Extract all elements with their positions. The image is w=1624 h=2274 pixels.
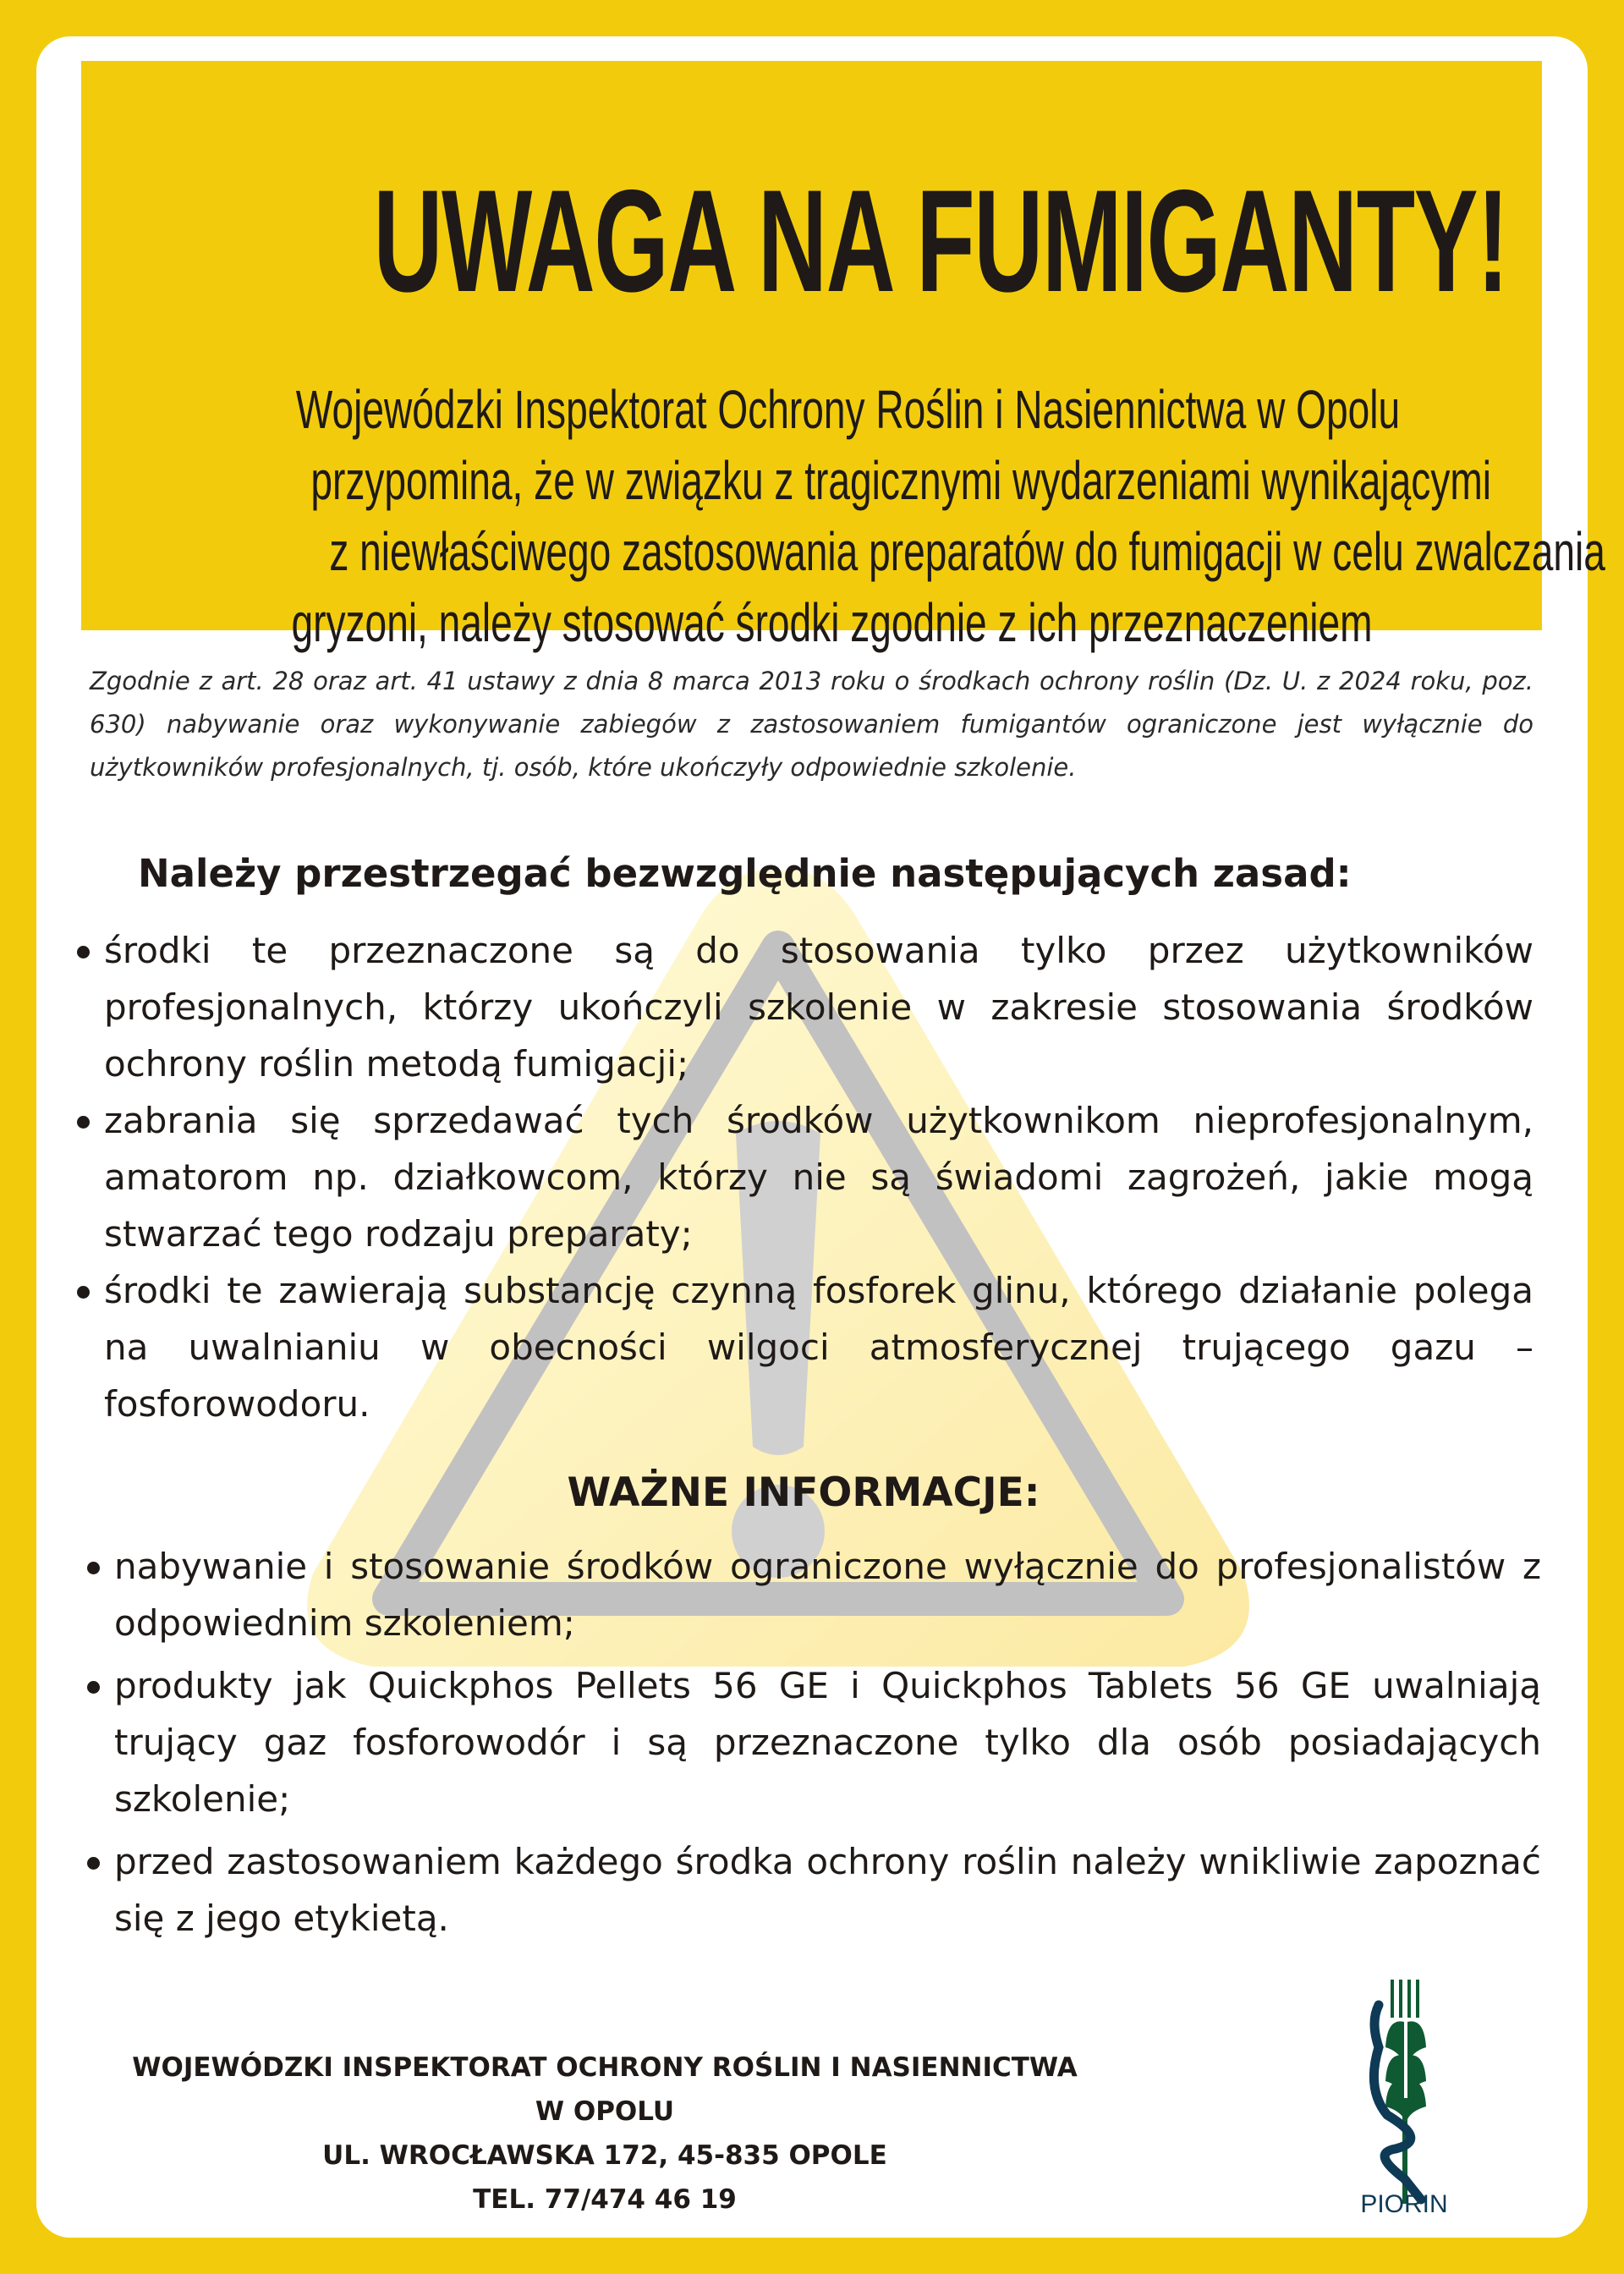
bullet-icon [87,1681,100,1694]
subtitle-line: przypomina, że w związku z tragicznymi wydarzeniami wynikającymi [310,450,1491,511]
bullet-icon [77,1286,90,1299]
subtitle-line: gryzoni, należy stosować środki zgodnie z ich przeznaczeniem [291,592,1373,653]
important-heading [0,1468,1624,1519]
header-banner [81,61,1605,653]
subtitle-line: z niewłaściwego zastosowania preparatów do fumigacji w celu zwalczania [329,521,1605,582]
logo-text: PIORIN [1360,2190,1448,2216]
piorin-logo [1336,1971,1472,2216]
bullet-icon [77,946,90,958]
list-item [114,1833,1541,1947]
list-item-text: produkty jak Quickphos Pellets 56 GE i Quickphos Tablets 56 GE uwalniają trujący gaz fosforowodór i są przeznaczone tylko dla osób posiadających szkolenie; [114,1665,1541,1820]
bullet-icon [87,1857,100,1870]
bullet-icon [77,1116,90,1129]
list-item-text: przed zastosowaniem każdego środka ochrony roślin należy wnikliwie zapoznać się z jego etykietą. [114,1841,1541,1939]
list-item [104,1262,1533,1432]
footer-name: WOJEWÓDZKI INSPEKTORAT OCHRONY ROŚLIN I NASIENNICTWA W OPOLU [132,2052,1078,2127]
important-list [114,1538,1541,1953]
rules-heading: Należy przestrzegać bezwzględnie następujących zasad: [138,851,1352,896]
list-item-text: środki te zawierają substancję czynną fosforek glinu, którego działanie polega na uwalnianiu w obecności wilgoci atmosferycznej trującego gazu – fosforowodoru. [104,1270,1533,1425]
title-text: UWAGA NA FUMIGANTY! [373,160,1508,322]
list-item [104,1092,1533,1262]
important-heading-text: WAŻNE INFORMACJE: [567,1469,1040,1516]
footer-address: UL. WROCŁAWSKA 172, 45-835 OPOLE [322,2140,887,2171]
rules-list [104,922,1533,1432]
subtitle-line: Wojewódzki Inspektorat Ochrony Roślin i Nasiennictwa w Opolu [295,379,1401,440]
list-item-text: nabywanie i stosowanie środków ograniczone wyłącznie do profesjonalistów z odpowiednim szkoleniem; [114,1546,1541,1644]
subtitle [81,374,1605,658]
footer-contact [114,2046,1095,2222]
list-item-text: środki te przeznaczone są do stosowania tylko przez użytkowników profesjonalnych, którzy ukończyli szkolenie w zakresie stosowania środków ochrony roślin metodą fumigacji; [104,930,1533,1085]
bullet-icon [87,1562,100,1574]
list-item [114,1538,1541,1651]
footer-phone: TEL. 77/474 46 19 [473,2184,737,2215]
page-title [81,161,1542,321]
legal-note: Zgodnie z art. 28 oraz art. 41 ustawy z dnia 8 marca 2013 roku o środkach ochrony roślin (Dz. U. z 2024 roku, poz. 630) nabywanie oraz wykonywanie zabiegów z zastosowaniem fumigantów ograniczone jest wyłącznie do użytkowników profesjonalnych, tj. osób, które ukończyły odpowiednie szkolenie. [90,667,1533,782]
list-item [104,922,1533,1092]
list-item [114,1657,1541,1827]
list-item-text: zabrania się sprzedawać tych środków użytkownikom nieprofesjonalnym, amatorom np. działkowcom, którzy nie są świadomi zagrożeń, jakie mogą stwarzać tego rodzaju preparaty; [104,1100,1533,1255]
